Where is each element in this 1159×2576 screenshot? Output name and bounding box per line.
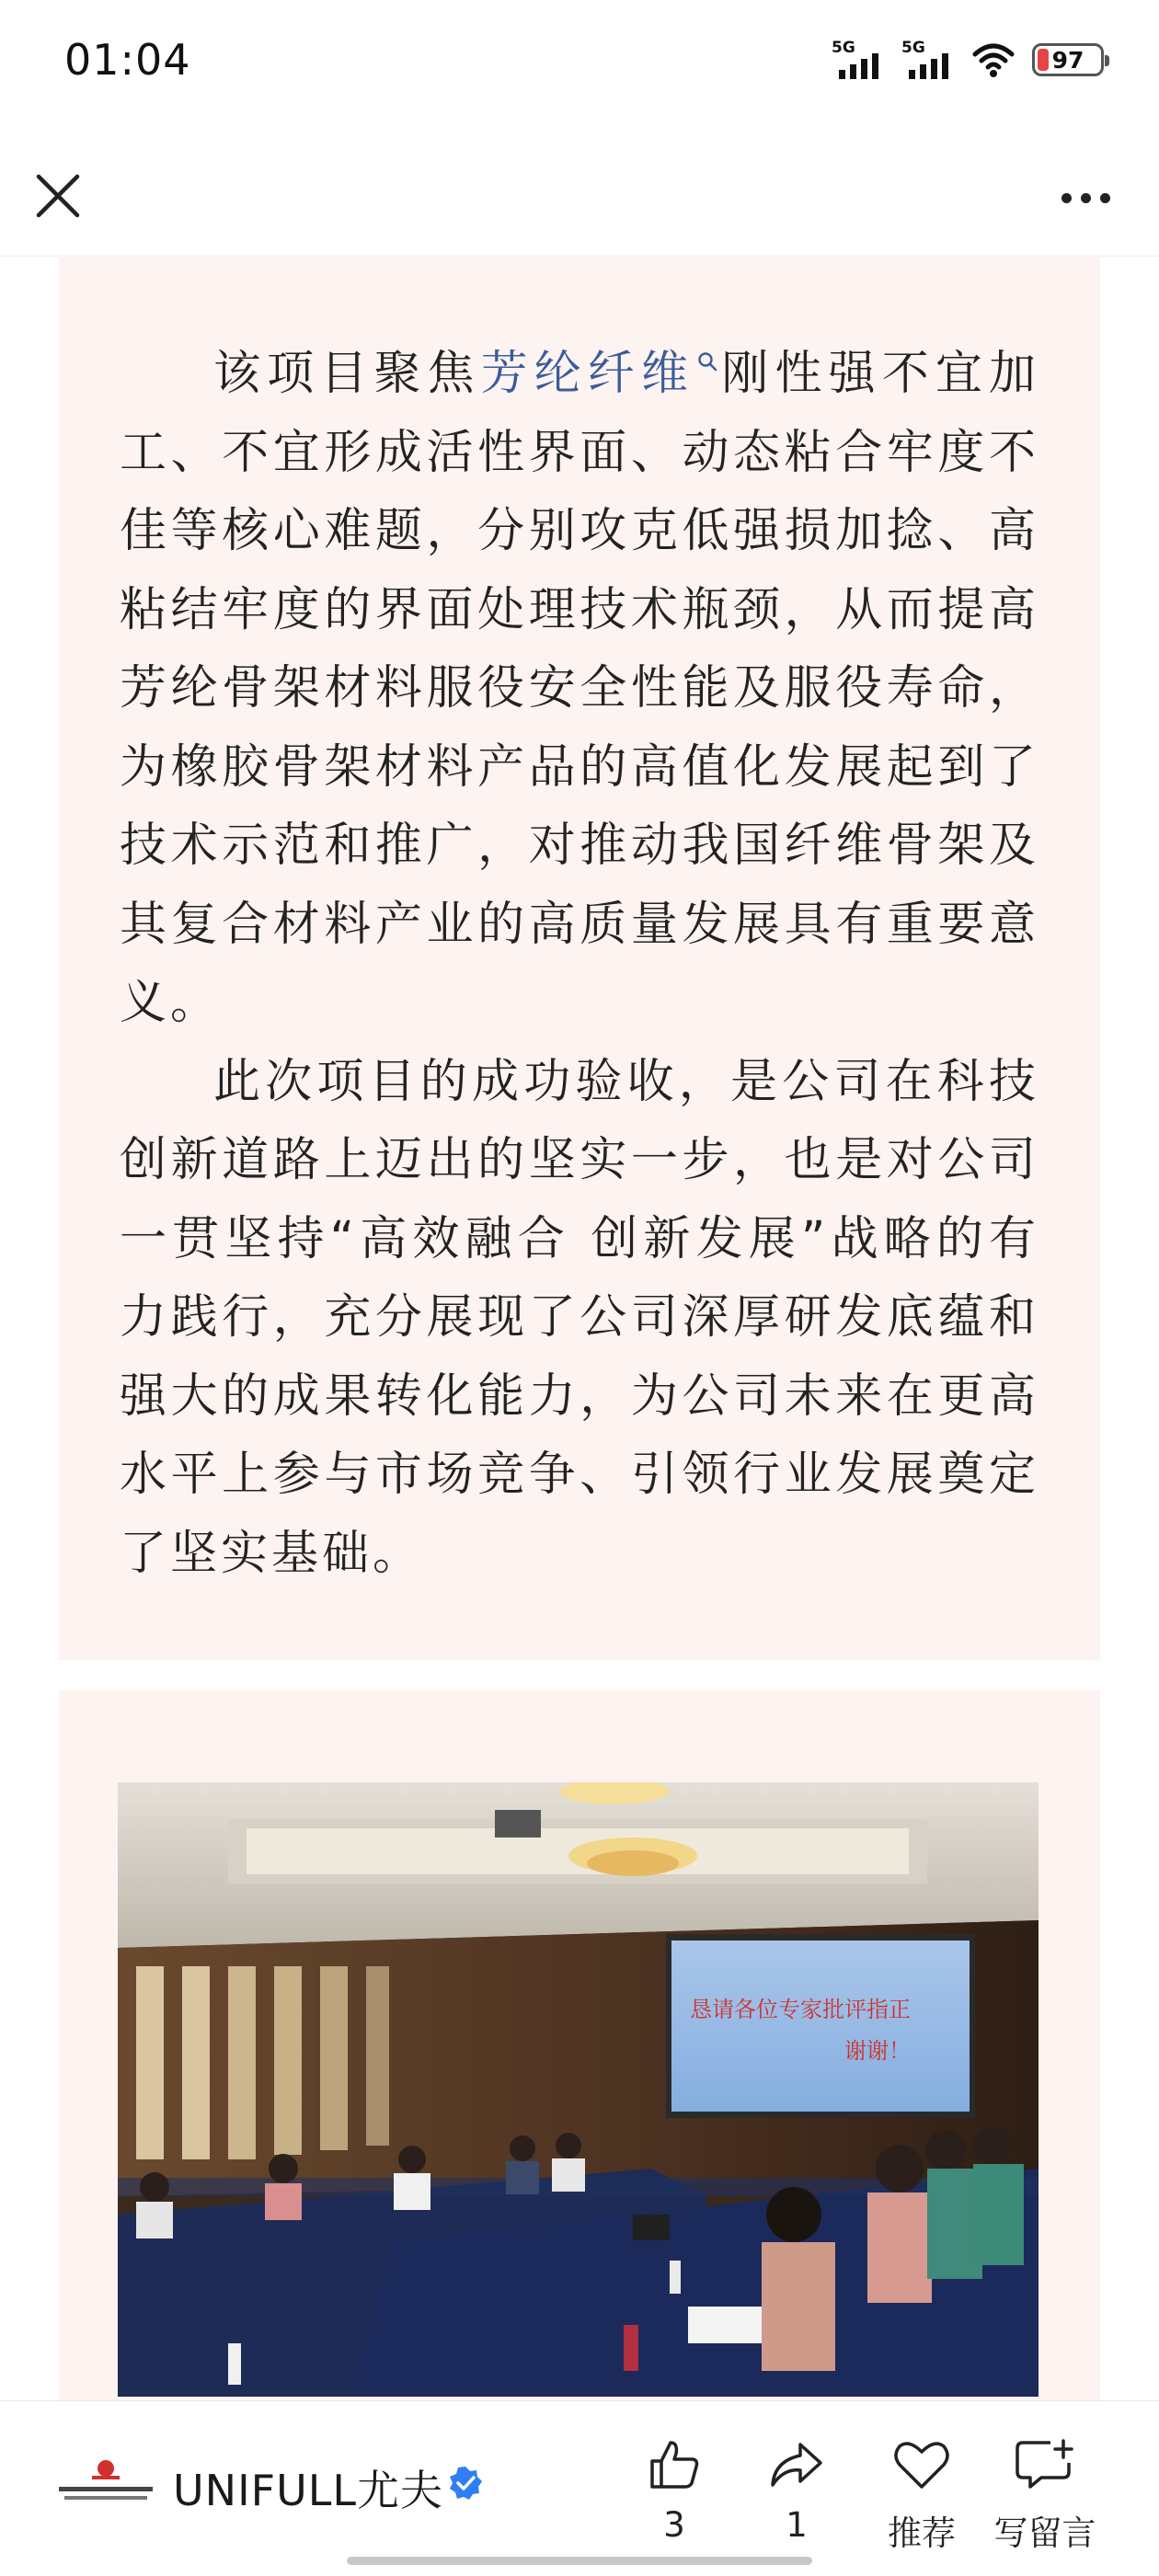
article-body [120,335,1039,1593]
battery-icon [1032,43,1104,76]
nav-bar [0,129,1159,257]
share-button[interactable] [741,2435,852,2545]
screen-text-line2: 谢谢！ [844,2038,911,2064]
paragraph-text: 该项目聚焦 [213,347,481,401]
brand-name[interactable]: UNIFULL尤夫 [173,2466,444,2515]
status-icons [832,39,1104,81]
signal-5g-icon [832,39,885,81]
meeting-photo[interactable] [118,1782,1039,2397]
comment-button[interactable] [990,2435,1100,2555]
wifi-icon [971,41,1016,78]
share-arrow-icon [767,2435,826,2494]
search-icon [696,350,718,372]
verified-badge-icon [447,2465,484,2502]
home-indicator[interactable] [347,2557,812,2565]
article-paragraph [120,335,1039,1043]
recommend-button[interactable] [866,2435,977,2555]
comment-add-icon [1014,2435,1076,2494]
thumbs-up-icon [645,2435,704,2494]
comment-label: 写留言 [993,2513,1096,2553]
more-dots-icon[interactable] [1049,175,1122,221]
battery-level: 97 [1051,46,1084,74]
like-count: 3 [663,2505,685,2545]
meeting-photo-illustration [118,1782,1039,2397]
signal-5g-label: 5G [901,39,925,57]
signal-5g-icon [901,39,955,81]
paragraph-text: 刚性强不宜加工、不宜形成活性界面、动态粘合牢度不佳等核心难题，分别攻克低强损加捻、高粘结牢度的界面处理技术瓶颈，从而提高芳纶骨架材料服役安全性能及服役寿命，为橡胶骨架材料产品的高值化发展起到了技术示范和推广，对推动我国纤维骨架及其复合材料产业的高质量发展具有重要意义。 [120,347,1039,1030]
article-paragraph: 此次项目的成功验收，是公司在科技创新道路上迈出的坚实一步，也是对公司一贯坚持“高效融合 创新发展”战略的有力践行，充分展现了公司深厚研发底蕴和强大的成果转化能力，为公司未来在更高水平上参与市场竞争、引领行业发展奠定了坚实基础。 [120,1054,1039,1581]
share-count: 1 [786,2505,808,2545]
signal-5g-label: 5G [832,39,855,57]
like-button[interactable] [619,2435,729,2545]
screen-text-line1: 恳请各位专家批评指正 [690,1997,911,2022]
close-icon[interactable] [28,166,88,226]
status-bar [0,0,1159,129]
status-time: 01:04 [64,35,191,85]
heart-icon [892,2435,951,2494]
recommend-label: 推荐 [888,2513,956,2553]
brand-logo[interactable] [55,2456,156,2507]
keyword-link[interactable]: 芳纶纤维 [481,347,719,401]
